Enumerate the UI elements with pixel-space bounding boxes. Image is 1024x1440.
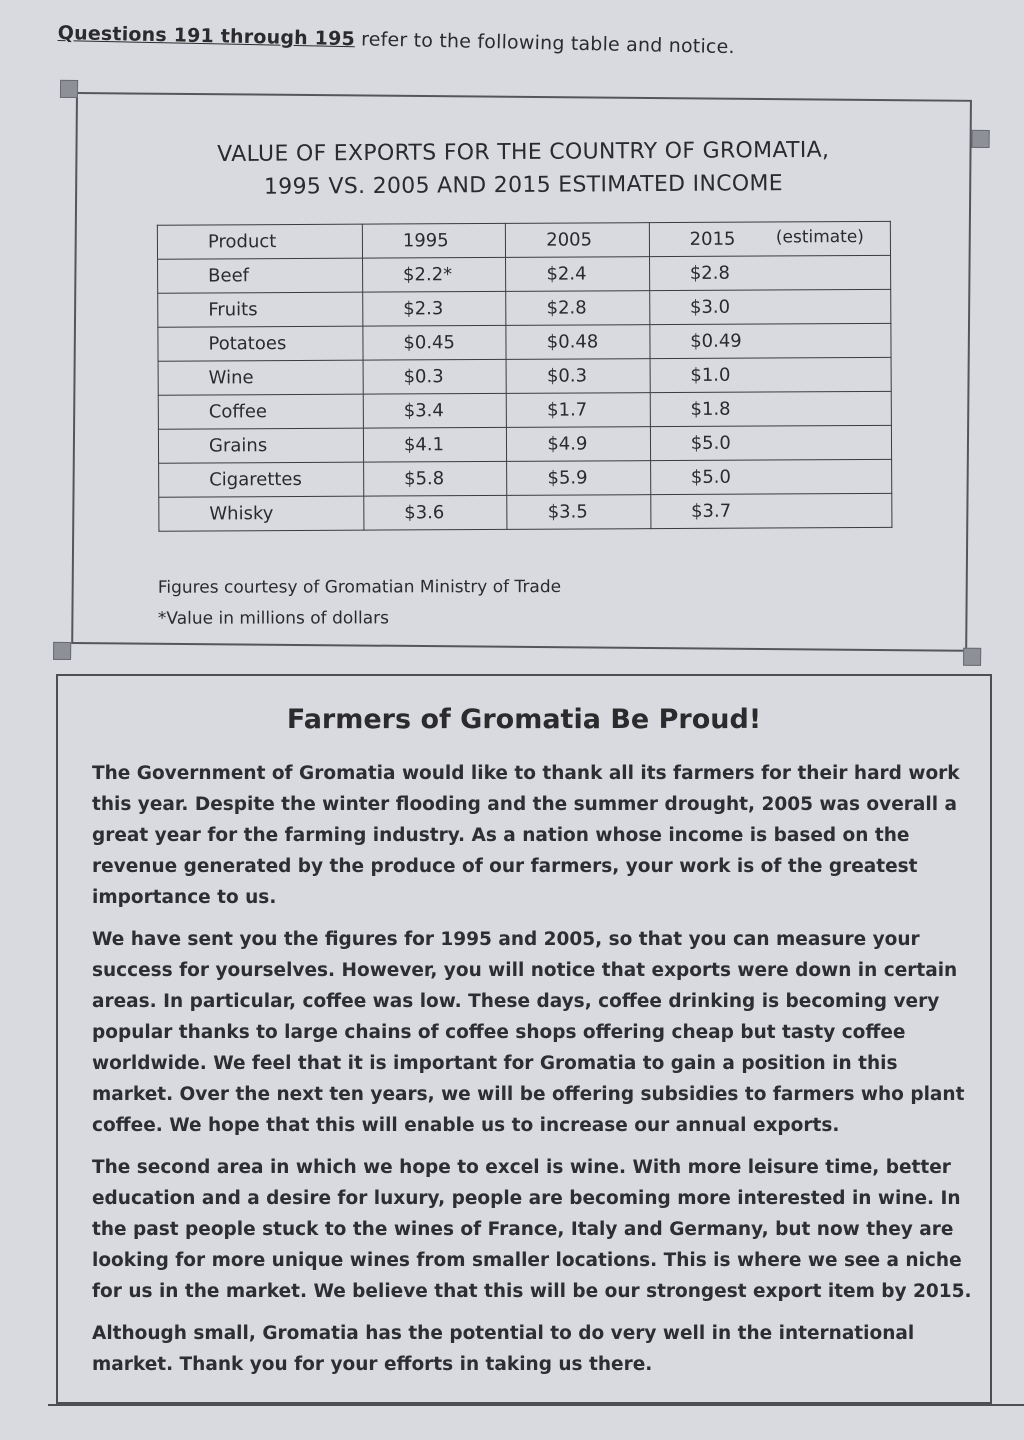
cell-2005: $1.7 [507, 393, 651, 428]
cell-product: Potatoes [158, 326, 363, 361]
cell-2015: $3.0 [649, 289, 890, 324]
table-title-line-1: VALUE OF EXPORTS FOR THE COUNTRY OF GROMATIA, [217, 137, 830, 168]
question-range: Questions 191 through 195 [57, 22, 356, 51]
notice-body [92, 758, 982, 1391]
cell-1995: $0.3 [363, 359, 507, 394]
cell-2005: $0.3 [506, 359, 650, 394]
cell-2015: $5.0 [650, 459, 891, 494]
frame-corner-handle [60, 80, 78, 98]
cell-2005: $2.8 [506, 291, 650, 326]
header-1995: 1995 [362, 223, 506, 258]
notice [56, 674, 992, 1404]
intro-text: refer to the following table and notice. [354, 28, 735, 59]
cell-1995: $4.1 [363, 427, 507, 462]
table-title-line-2: 1995 VS. 2005 AND 2015 ESTIMATED INCOME [263, 171, 784, 200]
table-row [158, 255, 891, 293]
header-estimate-note: (estimate) [775, 227, 864, 248]
cell-product: Whisky [159, 496, 364, 531]
cell-1995: $3.4 [363, 393, 507, 428]
cell-product: Beef [158, 258, 363, 293]
frame-corner-handle [963, 648, 981, 666]
notice-title: Farmers of Gromatia Be Proud! [286, 704, 762, 735]
cell-2015: $1.0 [650, 357, 891, 392]
table-source: Figures courtesy of Gromatian Ministry of Trade [157, 577, 562, 598]
header-product: Product [157, 224, 362, 259]
notice-paragraph: Although small, Gromatia has the potential to do very well in the international market. Thank you for your efforts in taking us there. [92, 1323, 915, 1375]
frame-corner-handle [53, 642, 71, 660]
table-row [158, 391, 891, 429]
exports-table-frame [71, 92, 972, 652]
cell-2005: $3.5 [507, 495, 651, 530]
notice-paragraph: The second area in which we hope to excel is wine. With more leisure time, better education and a desire for luxury, people are becoming more interested in wine. In the past people stuck to the wines of France, Italy and Germany, but now they are looking for more unique wines from smaller locations. This is where we see a niche for us in the market. We believe that this will be our strongest export item by 2015. [92, 1157, 972, 1302]
cell-1995: $3.6 [364, 495, 508, 530]
intro-line [58, 22, 735, 58]
cell-1995: $2.3 [363, 291, 507, 326]
cell-product: Grains [158, 428, 363, 463]
cell-1995: $2.2* [362, 257, 506, 292]
notice-paragraph: We have sent you the figures for 1995 and 2005, so that you can measure your success for yourselves. However, you will notice that exports were down in certain areas. In particular, coffee was low. These days, coffee drinking is becoming very popular thanks to large chains of coffee shops offering cheap but tasty coffee worldwide. We feel that it is important for Gromatia to gain a position in this market. Over the next ten years, we will be offering subsidies to farmers who plant coffee. We hope that this will enable us to increase our annual exports. [92, 929, 965, 1136]
table-row [158, 323, 891, 361]
cell-2005: $5.9 [507, 461, 651, 496]
cell-product: Wine [158, 360, 363, 395]
table-row [158, 289, 891, 327]
table-row [158, 357, 891, 395]
cell-2005: $4.9 [507, 427, 651, 462]
notice-paragraph: The Government of Gromatia would like to thank all its farmers for their hard work this year. Despite the winter flooding and the summer drought, 2005 was overall a great year for the farming industry. As a nation whose income is based on the revenue generated by the produce of our farmers, your work is of the greatest importance to us. [92, 763, 960, 908]
cell-1995: $5.8 [364, 461, 508, 496]
header-2005: 2005 [506, 223, 650, 258]
cell-2015: $5.0 [650, 425, 891, 460]
table-row [159, 493, 892, 531]
page-bottom-rule [48, 1404, 1024, 1406]
table-header-row [157, 221, 890, 259]
cell-2005: $2.4 [506, 257, 650, 292]
table-row [159, 459, 892, 497]
table-footnote: *Value in millions of dollars [157, 608, 389, 629]
header-2015 [649, 221, 890, 256]
table-title [77, 133, 969, 205]
cell-product: Cigarettes [159, 462, 364, 497]
cell-product: Fruits [158, 292, 363, 327]
table-row [158, 425, 891, 463]
exports-table [157, 221, 893, 532]
table-notes [158, 572, 561, 635]
cell-product: Coffee [158, 394, 363, 429]
cell-2015: $3.7 [650, 493, 891, 528]
header-2015-year: 2015 [689, 228, 736, 250]
cell-2005: $0.48 [506, 325, 650, 360]
cell-2015: $1.8 [650, 391, 891, 426]
cell-2015: $2.8 [649, 255, 890, 290]
cell-1995: $0.45 [363, 325, 507, 360]
frame-corner-handle [972, 130, 990, 148]
cell-2015: $0.49 [650, 323, 891, 358]
